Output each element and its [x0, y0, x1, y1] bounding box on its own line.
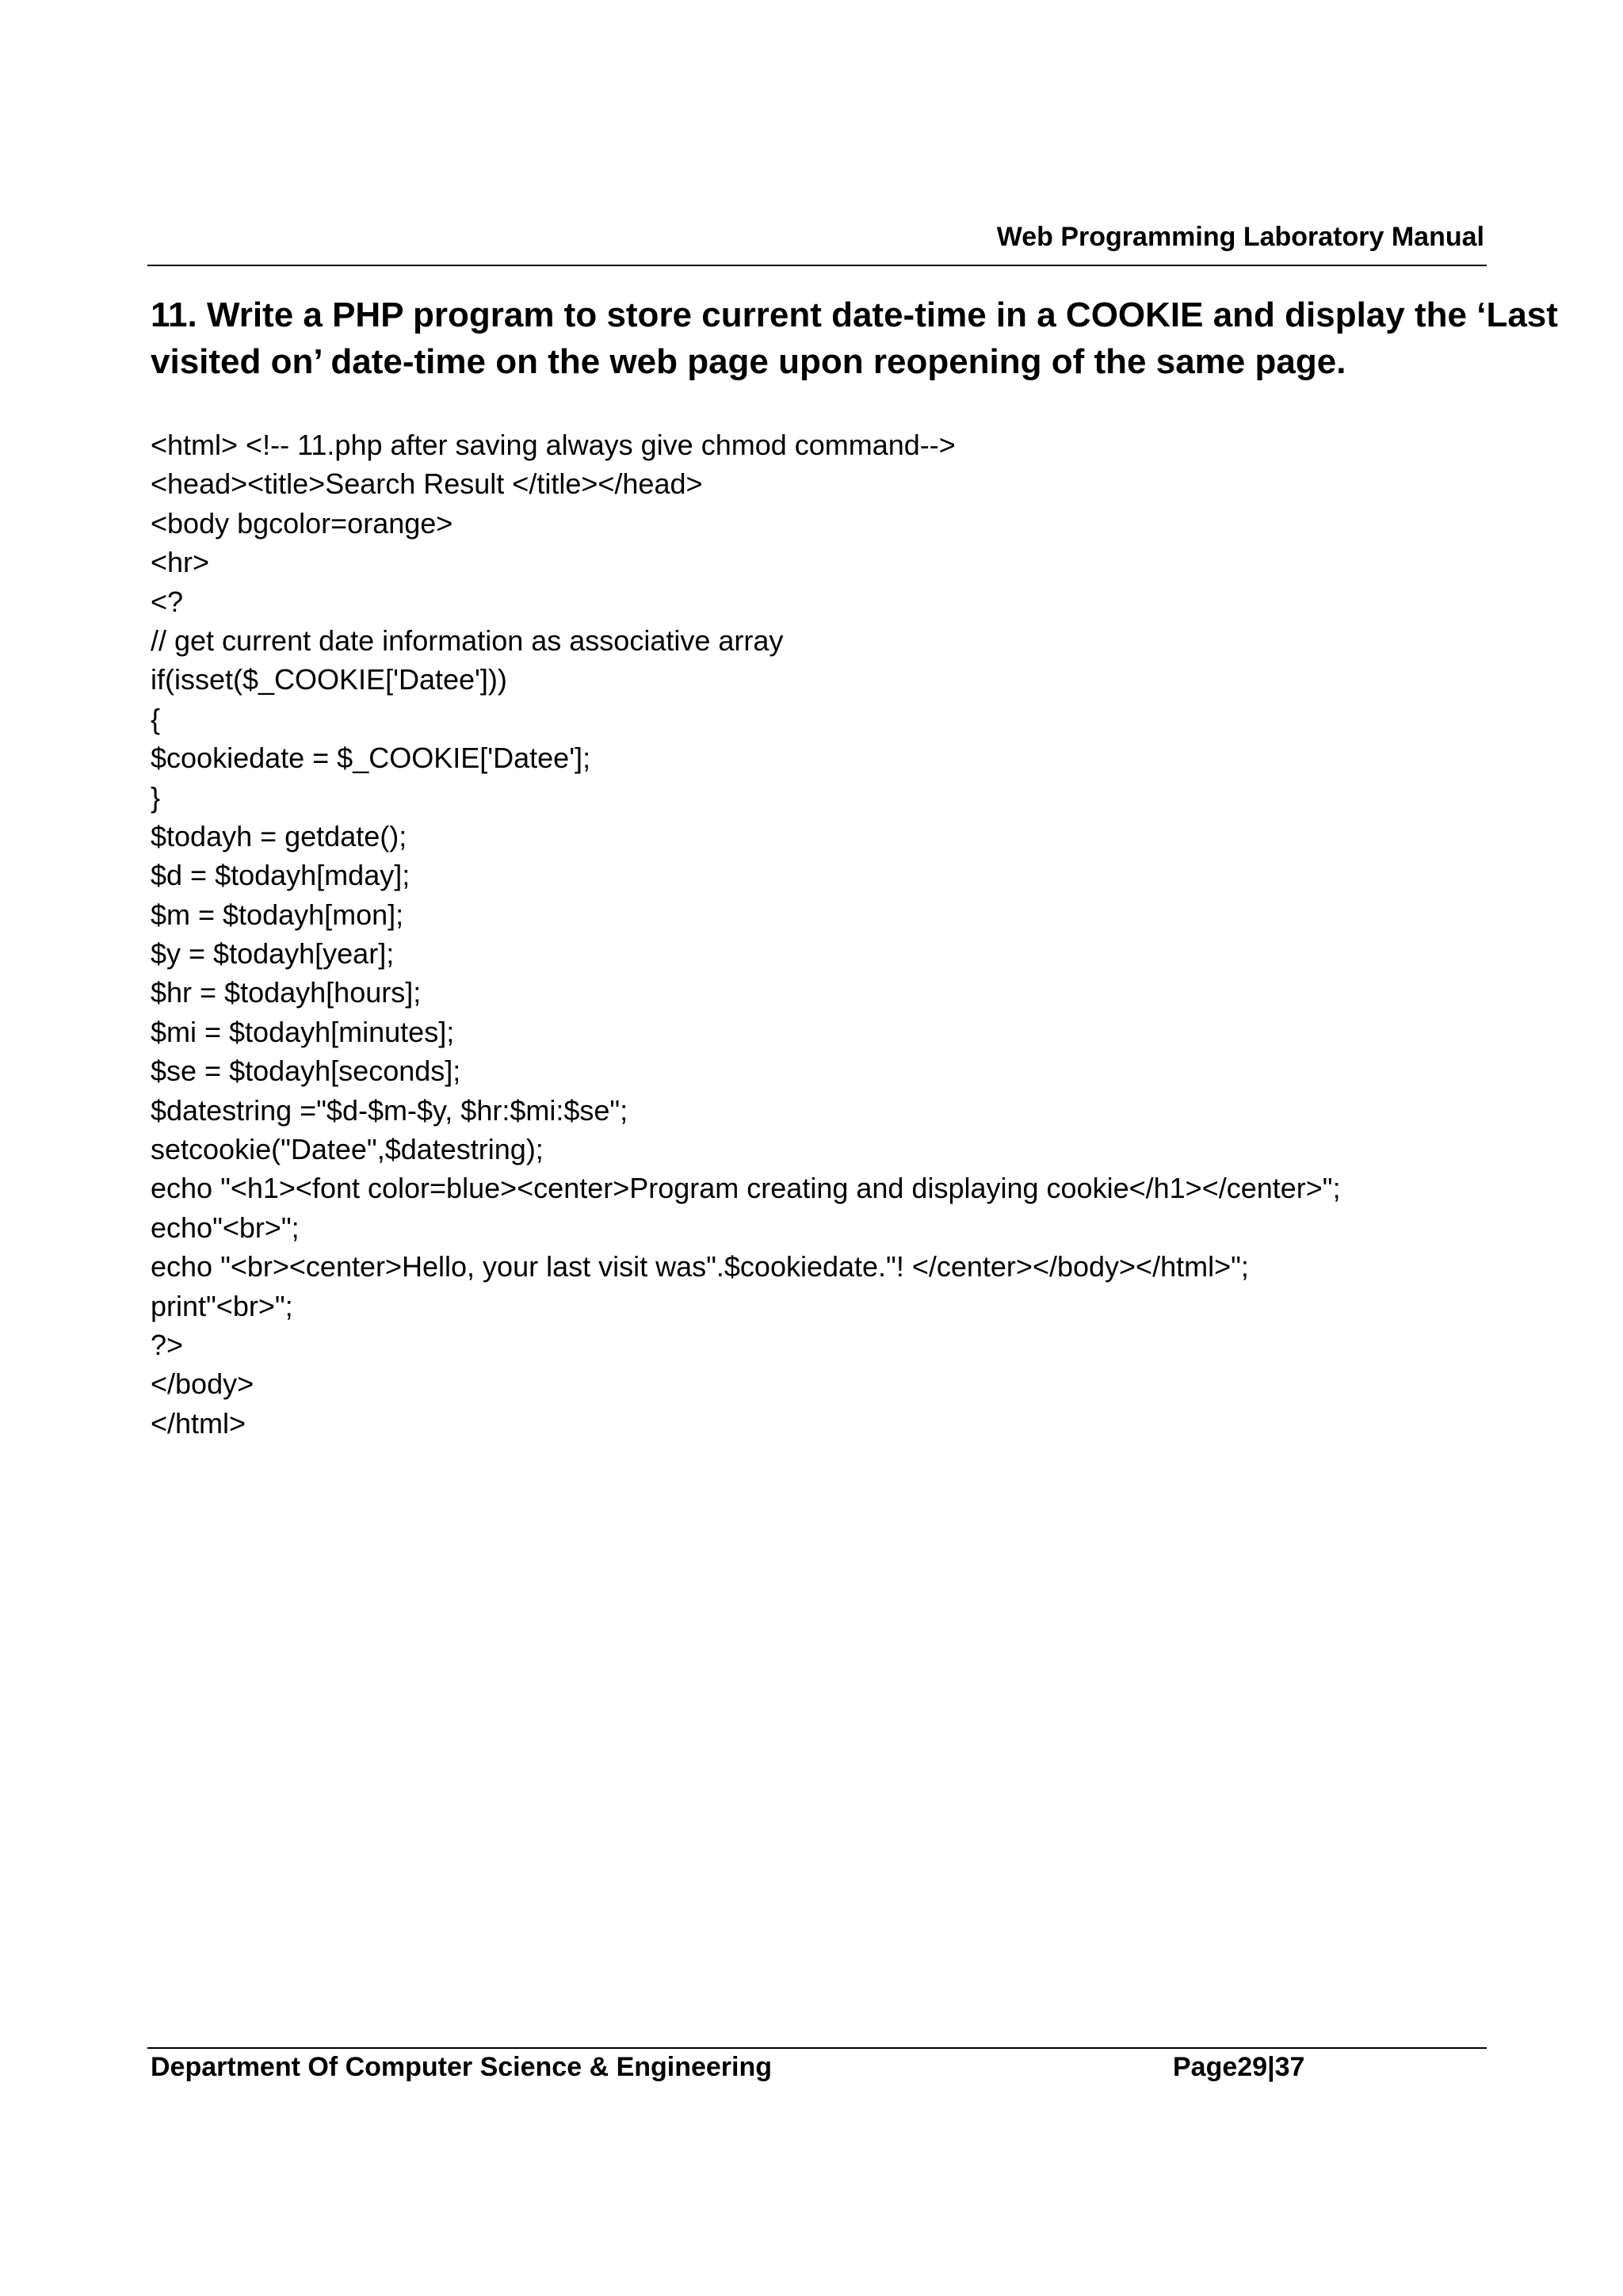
- code-line: $y = $todayh[year];: [151, 937, 395, 971]
- header-rule: [147, 265, 1487, 266]
- code-listing: [151, 425, 1498, 1443]
- code-line: <hr>: [151, 546, 210, 579]
- footer-department: Department Of Computer Science & Engineering: [151, 2052, 773, 2082]
- code-line: $todayh = getdate();: [151, 819, 407, 852]
- code-line: $mi = $todayh[minutes];: [151, 1015, 455, 1048]
- code-line: echo "<h1><font color=blue><center>Program creating and displaying cookie</h1></center>";: [151, 1172, 1341, 1205]
- question-line: 11. Write a PHP program to store current date-time in a COOKIE and display the ‘Last: [151, 296, 1558, 334]
- code-line: </body>: [151, 1367, 254, 1401]
- code-line: echo "<br><center>Hello, your last visit was".$cookiedate."! </center></body></html>";: [151, 1250, 1249, 1283]
- code-line: <body bgcolor=orange>: [151, 506, 453, 540]
- code-line: print"<br>";: [151, 1289, 293, 1322]
- question-line: visited on’ date-time on the web page upon reopening of the same page.: [151, 342, 1346, 381]
- question-heading: [151, 292, 1558, 385]
- code-line: $hr = $todayh[hours];: [151, 976, 422, 1009]
- code-line: $datestring ="$d-$m-$y, $hr:$mi:$se";: [151, 1093, 628, 1127]
- code-line: <head><title>Search Result </title></head>: [151, 467, 703, 501]
- code-line: echo"<br>";: [151, 1211, 300, 1244]
- code-line: $d = $todayh[mday];: [151, 859, 411, 892]
- code-line: setcookie("Datee",$datestring);: [151, 1133, 544, 1166]
- page-number: Page29|37: [1173, 2052, 1305, 2082]
- code-line: </html>: [151, 1406, 246, 1440]
- code-line: $m = $todayh[mon];: [151, 898, 404, 931]
- footer-rule: [147, 2047, 1487, 2049]
- code-line: // get current date information as associative array: [151, 624, 784, 657]
- code-line: <html> <!-- 11.php after saving always give chmod command-->: [151, 429, 956, 461]
- running-header: Web Programming Laboratory Manual: [996, 222, 1484, 252]
- code-line: }: [151, 780, 161, 814]
- code-line: $se = $todayh[seconds];: [151, 1055, 461, 1088]
- code-line: <?: [151, 585, 184, 618]
- code-line: {: [151, 702, 161, 735]
- code-line: ?>: [151, 1328, 184, 1361]
- code-line: if(isset($_COOKIE['Datee'])): [151, 663, 507, 696]
- code-line: $cookiedate = $_COOKIE['Datee'];: [151, 742, 591, 775]
